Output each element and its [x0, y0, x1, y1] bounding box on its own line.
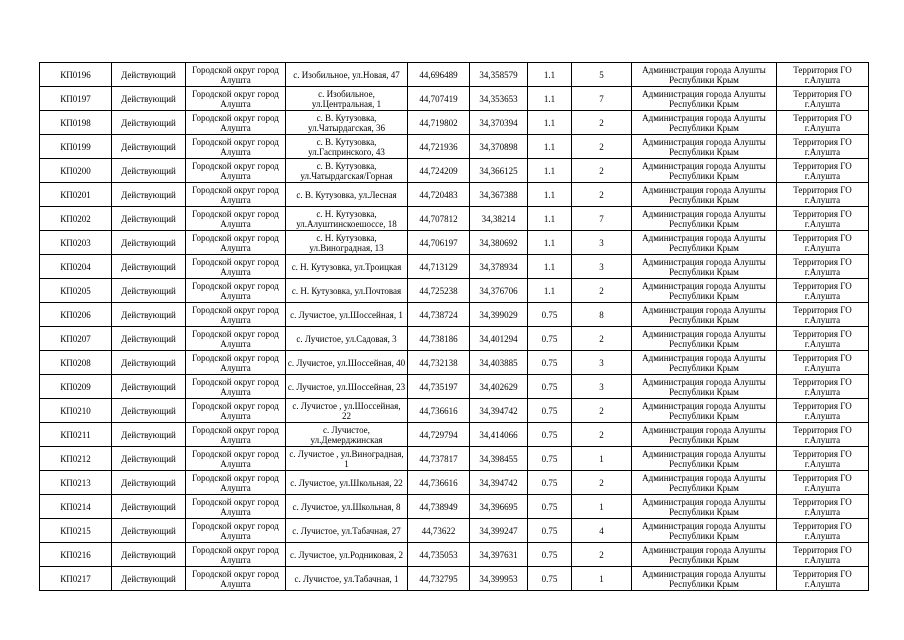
- longitude-cell: 34,38214: [470, 207, 528, 231]
- area-cell: 0.75: [528, 447, 572, 471]
- latitude-cell: 44,73622: [408, 519, 470, 543]
- point-code-cell: КП0197: [40, 87, 112, 111]
- container-count-cell: 3: [572, 231, 632, 255]
- territory-cell: Территория ГО г.Алушта: [777, 303, 869, 327]
- address-cell: с. Лучистое, ул.Шоссейная, 23: [286, 375, 408, 399]
- latitude-cell: 44,738949: [408, 495, 470, 519]
- table-row: [40, 231, 869, 255]
- point-code-cell: КП0205: [40, 279, 112, 303]
- longitude-cell: 34,376706: [470, 279, 528, 303]
- container-count-cell: 2: [572, 399, 632, 423]
- organization-cell: Администрация города Алушты Республики Крым: [632, 423, 777, 447]
- organization-cell: Администрация города Алушты Республики Крым: [632, 87, 777, 111]
- territory-cell: Территория ГО г.Алушта: [777, 63, 869, 87]
- area-cell: 1.1: [528, 255, 572, 279]
- status-cell: Действующий: [112, 279, 186, 303]
- area-cell: 0.75: [528, 567, 572, 591]
- longitude-cell: 34,414066: [470, 423, 528, 447]
- point-code-cell: КП0207: [40, 327, 112, 351]
- address-cell: с. Лучистое , ул.Шоссейная, 22: [286, 399, 408, 423]
- address-cell: с. Лучистое, ул.Табачная, 1: [286, 567, 408, 591]
- latitude-cell: 44,738724: [408, 303, 470, 327]
- latitude-cell: 44,721936: [408, 135, 470, 159]
- status-cell: Действующий: [112, 351, 186, 375]
- address-cell: с. В. Кутузовка, ул.Гаспринского, 43: [286, 135, 408, 159]
- latitude-cell: 44,735197: [408, 375, 470, 399]
- area-cell: 1.1: [528, 183, 572, 207]
- district-cell: Городской округ город Алушта: [186, 351, 286, 375]
- area-cell: 1.1: [528, 63, 572, 87]
- territory-cell: Территория ГО г.Алушта: [777, 255, 869, 279]
- district-cell: Городской округ город Алушта: [186, 159, 286, 183]
- latitude-cell: 44,735053: [408, 543, 470, 567]
- container-count-cell: 1: [572, 447, 632, 471]
- address-cell: с. Лучистое, ул.Садовая, 3: [286, 327, 408, 351]
- organization-cell: Администрация города Алушты Республики Крым: [632, 183, 777, 207]
- address-cell: с. Н. Кутузовка, ул.Почтовая: [286, 279, 408, 303]
- latitude-cell: 44,732138: [408, 351, 470, 375]
- territory-cell: Территория ГО г.Алушта: [777, 495, 869, 519]
- container-count-cell: 2: [572, 183, 632, 207]
- territory-cell: Территория ГО г.Алушта: [777, 423, 869, 447]
- longitude-cell: 34,394742: [470, 471, 528, 495]
- territory-cell: Территория ГО г.Алушта: [777, 543, 869, 567]
- longitude-cell: 34,367388: [470, 183, 528, 207]
- district-cell: Городской округ город Алушта: [186, 327, 286, 351]
- container-count-cell: 5: [572, 63, 632, 87]
- organization-cell: Администрация города Алушты Республики Крым: [632, 111, 777, 135]
- table-row: [40, 543, 869, 567]
- registry-table: [39, 62, 869, 591]
- territory-cell: Территория ГО г.Алушта: [777, 279, 869, 303]
- longitude-cell: 34,378934: [470, 255, 528, 279]
- table-row: [40, 63, 869, 87]
- status-cell: Действующий: [112, 159, 186, 183]
- district-cell: Городской округ город Алушта: [186, 183, 286, 207]
- container-count-cell: 1: [572, 495, 632, 519]
- container-count-cell: 2: [572, 279, 632, 303]
- organization-cell: Администрация города Алушты Республики Крым: [632, 135, 777, 159]
- table-row: [40, 303, 869, 327]
- district-cell: Городской округ город Алушта: [186, 111, 286, 135]
- district-cell: Городской округ город Алушта: [186, 255, 286, 279]
- container-count-cell: 2: [572, 159, 632, 183]
- table-row: [40, 327, 869, 351]
- point-code-cell: КП0208: [40, 351, 112, 375]
- point-code-cell: КП0210: [40, 399, 112, 423]
- address-cell: с. Н. Кутузовка, ул.Виноградная, 13: [286, 231, 408, 255]
- district-cell: Городской округ город Алушта: [186, 63, 286, 87]
- status-cell: Действующий: [112, 87, 186, 111]
- latitude-cell: 44,736616: [408, 399, 470, 423]
- territory-cell: Территория ГО г.Алушта: [777, 351, 869, 375]
- status-cell: Действующий: [112, 567, 186, 591]
- area-cell: 0.75: [528, 375, 572, 399]
- status-cell: Действующий: [112, 519, 186, 543]
- latitude-cell: 44,737817: [408, 447, 470, 471]
- address-cell: с. Лучистое, ул.Шоссейная, 1: [286, 303, 408, 327]
- territory-cell: Территория ГО г.Алушта: [777, 87, 869, 111]
- address-cell: с. В. Кутузовка, ул.Чатырдагская/Горная: [286, 159, 408, 183]
- status-cell: Действующий: [112, 495, 186, 519]
- latitude-cell: 44,713129: [408, 255, 470, 279]
- area-cell: 1.1: [528, 87, 572, 111]
- area-cell: 1.1: [528, 111, 572, 135]
- address-cell: с. Н. Кутузовка, ул.Троицкая: [286, 255, 408, 279]
- district-cell: Городской округ город Алушта: [186, 303, 286, 327]
- container-count-cell: 3: [572, 375, 632, 399]
- table-row: [40, 447, 869, 471]
- organization-cell: Администрация города Алушты Республики Крым: [632, 567, 777, 591]
- table-row: [40, 399, 869, 423]
- area-cell: 0.75: [528, 543, 572, 567]
- point-code-cell: КП0198: [40, 111, 112, 135]
- organization-cell: Администрация города Алушты Республики Крым: [632, 375, 777, 399]
- district-cell: Городской округ город Алушта: [186, 519, 286, 543]
- container-count-cell: 2: [572, 543, 632, 567]
- district-cell: Городской округ город Алушта: [186, 495, 286, 519]
- organization-cell: Администрация города Алушты Республики Крым: [632, 399, 777, 423]
- organization-cell: Администрация города Алушты Республики Крым: [632, 159, 777, 183]
- address-cell: с. Лучистое, ул.Школьная, 8: [286, 495, 408, 519]
- status-cell: Действующий: [112, 399, 186, 423]
- latitude-cell: 44,696489: [408, 63, 470, 87]
- district-cell: Городской округ город Алушта: [186, 543, 286, 567]
- organization-cell: Администрация города Алушты Республики Крым: [632, 447, 777, 471]
- address-cell: с. Изобильное, ул.Центральная, 1: [286, 87, 408, 111]
- district-cell: Городской округ город Алушта: [186, 279, 286, 303]
- territory-cell: Территория ГО г.Алушта: [777, 111, 869, 135]
- district-cell: Городской округ город Алушта: [186, 375, 286, 399]
- territory-cell: Территория ГО г.Алушта: [777, 567, 869, 591]
- address-cell: с. Н. Кутузовка, ул.Алуштинскоешоссе, 18: [286, 207, 408, 231]
- longitude-cell: 34,398455: [470, 447, 528, 471]
- point-code-cell: КП0196: [40, 63, 112, 87]
- status-cell: Действующий: [112, 183, 186, 207]
- address-cell: с. Изобильное, ул.Новая, 47: [286, 63, 408, 87]
- point-code-cell: КП0204: [40, 255, 112, 279]
- longitude-cell: 34,396695: [470, 495, 528, 519]
- table-row: [40, 111, 869, 135]
- table-row: [40, 519, 869, 543]
- organization-cell: Администрация города Алушты Республики Крым: [632, 231, 777, 255]
- latitude-cell: 44,725238: [408, 279, 470, 303]
- latitude-cell: 44,736616: [408, 471, 470, 495]
- address-cell: с. Лучистое, ул.Школьная, 22: [286, 471, 408, 495]
- status-cell: Действующий: [112, 255, 186, 279]
- address-cell: с. Лучистое, ул.Шоссейная, 40: [286, 351, 408, 375]
- status-cell: Действующий: [112, 447, 186, 471]
- district-cell: Городской округ город Алушта: [186, 231, 286, 255]
- longitude-cell: 34,380692: [470, 231, 528, 255]
- organization-cell: Администрация города Алушты Республики Крым: [632, 303, 777, 327]
- point-code-cell: КП0217: [40, 567, 112, 591]
- territory-cell: Территория ГО г.Алушта: [777, 159, 869, 183]
- point-code-cell: КП0212: [40, 447, 112, 471]
- container-count-cell: 4: [572, 519, 632, 543]
- address-cell: с. Лучистое, ул.Демерджинская: [286, 423, 408, 447]
- latitude-cell: 44,738186: [408, 327, 470, 351]
- organization-cell: Администрация города Алушты Республики Крым: [632, 255, 777, 279]
- longitude-cell: 34,370394: [470, 111, 528, 135]
- container-count-cell: 8: [572, 303, 632, 327]
- registry-body: [40, 63, 869, 591]
- longitude-cell: 34,370898: [470, 135, 528, 159]
- longitude-cell: 34,399247: [470, 519, 528, 543]
- point-code-cell: КП0213: [40, 471, 112, 495]
- organization-cell: Администрация города Алушты Республики Крым: [632, 351, 777, 375]
- area-cell: 1.1: [528, 135, 572, 159]
- organization-cell: Администрация города Алушты Республики Крым: [632, 279, 777, 303]
- point-code-cell: КП0209: [40, 375, 112, 399]
- status-cell: Действующий: [112, 303, 186, 327]
- longitude-cell: 34,353653: [470, 87, 528, 111]
- area-cell: 0.75: [528, 327, 572, 351]
- latitude-cell: 44,732795: [408, 567, 470, 591]
- organization-cell: Администрация города Алушты Республики Крым: [632, 519, 777, 543]
- container-count-cell: 2: [572, 471, 632, 495]
- territory-cell: Территория ГО г.Алушта: [777, 399, 869, 423]
- latitude-cell: 44,706197: [408, 231, 470, 255]
- territory-cell: Территория ГО г.Алушта: [777, 135, 869, 159]
- point-code-cell: КП0206: [40, 303, 112, 327]
- territory-cell: Территория ГО г.Алушта: [777, 471, 869, 495]
- area-cell: 0.75: [528, 423, 572, 447]
- longitude-cell: 34,358579: [470, 63, 528, 87]
- area-cell: 0.75: [528, 519, 572, 543]
- status-cell: Действующий: [112, 375, 186, 399]
- longitude-cell: 34,394742: [470, 399, 528, 423]
- organization-cell: Администрация города Алушты Республики Крым: [632, 495, 777, 519]
- container-count-cell: 2: [572, 135, 632, 159]
- territory-cell: Территория ГО г.Алушта: [777, 183, 869, 207]
- table-row: [40, 159, 869, 183]
- territory-cell: Территория ГО г.Алушта: [777, 519, 869, 543]
- latitude-cell: 44,720483: [408, 183, 470, 207]
- area-cell: 0.75: [528, 351, 572, 375]
- table-row: [40, 351, 869, 375]
- container-count-cell: 2: [572, 111, 632, 135]
- container-count-cell: 2: [572, 327, 632, 351]
- table-row: [40, 471, 869, 495]
- territory-cell: Территория ГО г.Алушта: [777, 447, 869, 471]
- district-cell: Городской округ город Алушта: [186, 567, 286, 591]
- longitude-cell: 34,402629: [470, 375, 528, 399]
- district-cell: Городской округ город Алушта: [186, 87, 286, 111]
- table-row: [40, 183, 869, 207]
- table-row: [40, 207, 869, 231]
- point-code-cell: КП0211: [40, 423, 112, 447]
- table-row: [40, 375, 869, 399]
- longitude-cell: 34,403885: [470, 351, 528, 375]
- container-count-cell: 2: [572, 423, 632, 447]
- status-cell: Действующий: [112, 471, 186, 495]
- point-code-cell: КП0201: [40, 183, 112, 207]
- district-cell: Городской округ город Алушта: [186, 423, 286, 447]
- area-cell: 1.1: [528, 159, 572, 183]
- area-cell: 0.75: [528, 399, 572, 423]
- status-cell: Действующий: [112, 111, 186, 135]
- longitude-cell: 34,397631: [470, 543, 528, 567]
- table-row: [40, 255, 869, 279]
- status-cell: Действующий: [112, 231, 186, 255]
- organization-cell: Администрация города Алушты Республики Крым: [632, 207, 777, 231]
- table-row: [40, 279, 869, 303]
- district-cell: Городской округ город Алушта: [186, 399, 286, 423]
- status-cell: Действующий: [112, 207, 186, 231]
- district-cell: Городской округ город Алушта: [186, 471, 286, 495]
- latitude-cell: 44,729794: [408, 423, 470, 447]
- status-cell: Действующий: [112, 135, 186, 159]
- point-code-cell: КП0215: [40, 519, 112, 543]
- territory-cell: Территория ГО г.Алушта: [777, 207, 869, 231]
- district-cell: Городской округ город Алушта: [186, 135, 286, 159]
- district-cell: Городской округ город Алушта: [186, 447, 286, 471]
- territory-cell: Территория ГО г.Алушта: [777, 231, 869, 255]
- organization-cell: Администрация города Алушты Республики Крым: [632, 543, 777, 567]
- longitude-cell: 34,399029: [470, 303, 528, 327]
- address-cell: с. В. Кутузовка, ул.Лесная: [286, 183, 408, 207]
- table-row: [40, 567, 869, 591]
- point-code-cell: КП0202: [40, 207, 112, 231]
- area-cell: 0.75: [528, 471, 572, 495]
- point-code-cell: КП0216: [40, 543, 112, 567]
- table-row: [40, 423, 869, 447]
- latitude-cell: 44,707419: [408, 87, 470, 111]
- container-count-cell: 3: [572, 351, 632, 375]
- area-cell: 0.75: [528, 303, 572, 327]
- organization-cell: Администрация города Алушты Республики Крым: [632, 327, 777, 351]
- address-cell: с. В. Кутузовка, ул.Чатырдагская, 36: [286, 111, 408, 135]
- table-row: [40, 135, 869, 159]
- address-cell: с. Лучистое, ул.Табачная, 27: [286, 519, 408, 543]
- territory-cell: Территория ГО г.Алушта: [777, 327, 869, 351]
- container-count-cell: 7: [572, 207, 632, 231]
- status-cell: Действующий: [112, 63, 186, 87]
- organization-cell: Администрация города Алушты Республики Крым: [632, 63, 777, 87]
- area-cell: 1.1: [528, 231, 572, 255]
- address-cell: с. Лучистое, ул.Родниковая, 2: [286, 543, 408, 567]
- address-cell: с. Лучистое , ул.Виноградная, 1: [286, 447, 408, 471]
- area-cell: 0.75: [528, 495, 572, 519]
- status-cell: Действующий: [112, 543, 186, 567]
- latitude-cell: 44,719802: [408, 111, 470, 135]
- area-cell: 1.1: [528, 279, 572, 303]
- status-cell: Действующий: [112, 423, 186, 447]
- table-row: [40, 87, 869, 111]
- point-code-cell: КП0214: [40, 495, 112, 519]
- container-count-cell: 1: [572, 567, 632, 591]
- point-code-cell: КП0203: [40, 231, 112, 255]
- point-code-cell: КП0199: [40, 135, 112, 159]
- longitude-cell: 34,399953: [470, 567, 528, 591]
- area-cell: 1.1: [528, 207, 572, 231]
- status-cell: Действующий: [112, 327, 186, 351]
- latitude-cell: 44,724209: [408, 159, 470, 183]
- table-row: [40, 495, 869, 519]
- container-count-cell: 7: [572, 87, 632, 111]
- organization-cell: Администрация города Алушты Республики Крым: [632, 471, 777, 495]
- container-count-cell: 3: [572, 255, 632, 279]
- latitude-cell: 44,707812: [408, 207, 470, 231]
- territory-cell: Территория ГО г.Алушта: [777, 375, 869, 399]
- district-cell: Городской округ город Алушта: [186, 207, 286, 231]
- longitude-cell: 34,401294: [470, 327, 528, 351]
- point-code-cell: КП0200: [40, 159, 112, 183]
- longitude-cell: 34,366125: [470, 159, 528, 183]
